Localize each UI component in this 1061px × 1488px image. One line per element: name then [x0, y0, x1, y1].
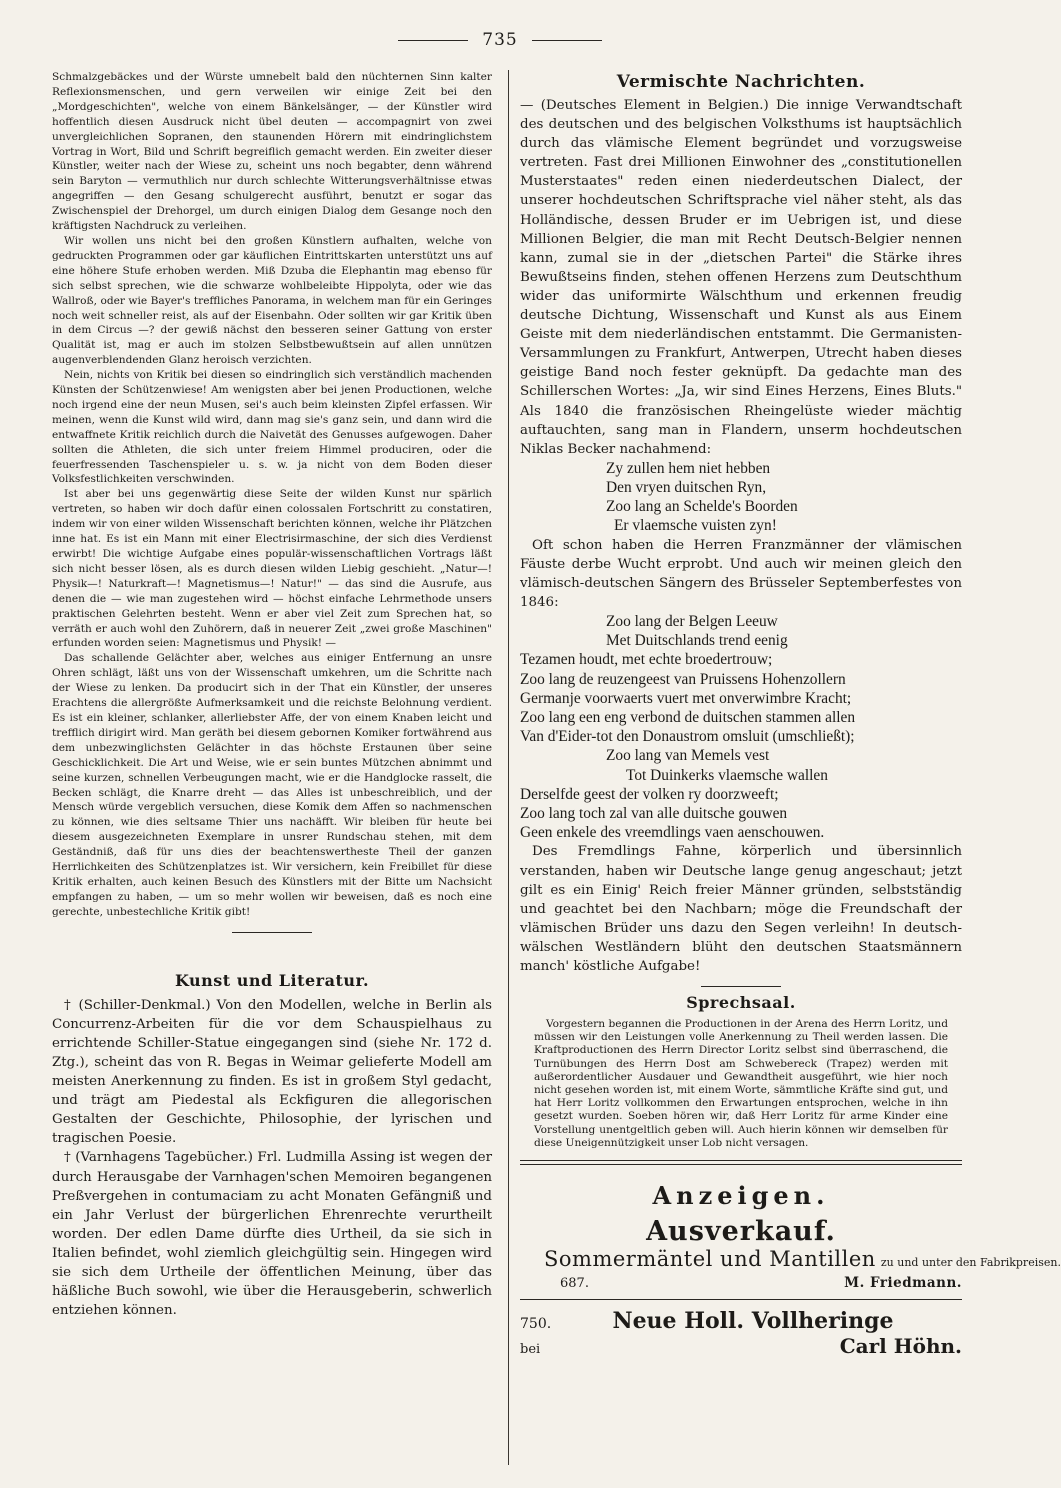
column-divider	[508, 70, 509, 1465]
ad-herring-number: 750.	[520, 1316, 552, 1333]
news-paragraph: Des Fremdlings Fahne, körperlich und übersinnlich verstanden, haben wir Deutsche lange genug angeschaut; jetzt gilt es ein Einig' Reich freier Männer gründen, selbstständig und geachtet bei den Nachbarn; möge die Freundschaft der vlämischen Brüder uns dazu den Segen verleihn! In deutsch-wälschen Westländern blüht den deutschen Staatsmännern manch' köstliche Aufgabe!	[520, 844, 962, 974]
poem-line: Geen enkele des vreemdlings vaen aenschouwen.	[520, 824, 825, 842]
poem-line: Zoo lang een eng verbond de duitschen stammen allen	[520, 708, 856, 726]
poem-rhine	[520, 459, 962, 536]
section-divider	[701, 986, 781, 987]
ad-herring-footer	[520, 1334, 962, 1358]
poem-belgen-leeuw	[520, 612, 962, 842]
page-number-header	[0, 30, 1000, 50]
section-heading-kunst: Kunst und Literatur.	[174, 970, 370, 990]
news-paragraph: Oft schon haben die Herren Franzmänner der vlämischen Fäuste derbe Wucht erprobt. Und auch wir meinen gleich den vlämisch-deutschen Sängern des Brüsseler Septemberfestes von 1846:	[520, 537, 962, 610]
sprechsaal-text: Vorgestern begannen die Productionen in der Arena des Herrn Loritz, und müssen wir den Leistungen volle Anerkennung zu Theil werden lassen. Die Kraftproductionen des Herrn Director Loritz selbst sind überraschend, die Turnübungen des Herrn Dost am Schwebereck (Trapez) werden mit außerordentlicher Ausdauer und Gewandtheit ausgeführt, wie hier noch nicht gesehen worden ist, mit einem Worte, sämmtliche Kräfte sind gut, und hat Herr Loritz vollkommen den Erwartungen entsprochen, welche in ihn gesetzt wurden. Soeben hören wir, daß Herr Loritz für arme Kinder eine Vorstellung unentgeltlich geben will. Auch hierin können wir demselben für diese Uneigennützigkeit unser Lob nicht versagen.	[534, 1018, 948, 1149]
header-rule-left	[398, 40, 468, 41]
right-column	[520, 70, 1061, 1359]
ads-top-rule-double	[520, 1164, 962, 1165]
poem-line: Zoo lang de reuzengeest van Pruissens Hohenzollern	[520, 670, 846, 688]
article-paragraph: Schmalzgebäckes und der Würste umnebelt bald den nüchternen Sinn kalter Reflexionsmenschen, und gern verweilen wir einige Zeit bei den „Mordgeschichten", welche von einem Bänkelsänger, — der Künstler wird hoffentlich diesen Ausdruck nicht übel deuten — accompagnirt von zwei unvergleichlichen Sopranen, den staunenden Hörern mit eindringlichstem Vortrag in Wort, Bild und Schrift begreiflich gemacht werden. Ein zweiter dieser Künstler, weiter nach der Wiese zu, scheint uns noch begabter, denn während sein Baryton — vermuthlich nur durch schlechte Witterungsverhältnisse etwas angegriffen — den Gesang schulgerecht ausführt, benutzt er sogar das Zwischenspiel der Drehorgel, um durch einigen Dialog dem Gesange noch den kräftigsten Nachdruck zu verleihen.	[52, 71, 492, 233]
poem-line: Van d'Eider-tot den Donaustrom omsluit (umschließt);	[520, 728, 855, 746]
article-paragraph: Das schallende Gelächter aber, welches aus einiger Entfernung an unsre Ohren schlägt, läßt uns von der Wissenschaft umkehren, um die Schritte nach der Wiese zu lenken. Da producirt sich in der That ein Künstler, der unseres Erachtens die allergrößte Aufmerksamkeit und die reichste Belohnung verdient. Es ist ein kleiner, schlanker, allerliebster Affe, der von einem Knaben leicht und trefflich dirigirt wird. Man geräth bei diesem gebornen Komiker fortwährend aus dem unbezwinglichsten Gelächter in das höchste Erstaunen über seine Geschicklichkeit. Die Art und Weise, wie er sein buntes Mützchen abnimmt und seine kurzen, schnellen Verbeugungen macht, wie er die Handglocke rasselt, die Becken schlägt, die Knarre dreht — das Alles ist unbeschreiblich, und der Mensch würde vergeblich versuchen, diese Komik dem Affen so nachmenschen zu können, wie dies seltsame Thier uns nachäfft. Wir bleiben für heute bei diesem ausgezeichneten Exemplare in unsrer Rundschau stehen, mit dem Geständniß, daß für uns dies der beachtenswertheste Theil der ganzen Herrlichkeiten des Schützenplatzes ist. Wir versichern, kein Freibillet für diese Kritik erhalten, auch keinen Besuch des Künstlers mit der Bitte um Nachsicht empfangen zu haben, — um so mehr wollen wir beweisen, daß es noch eine gerechte, unbestechliche Kritik gibt!	[52, 652, 492, 918]
ad-sale-title: Ausverkauf.	[646, 1216, 836, 1248]
news-item-varnhagen: † (Varnhagens Tagebücher.) Frl. Ludmilla Assing ist wegen der durch Herausgabe der Varnhagen'schen Memoiren begangenen Preßvergehen in contumaciam zu acht Monaten Gefängniß und ein Jahr Verlust der bürgerlichen Ehrenrechte verurtheilt worden. Der edlen Dame dürfte dies Urtheil, da sie sich in Italien befindet, wohl ziemlich gleichgültig sein. Hingegen wird sie sich dem Urtheile der öffentlichen Meinung, über das häßliche Buch sowohl, wie über die Herausgeberin, schwerlich entziehen können.	[52, 1150, 492, 1319]
ad-sale-tail: zu und unter den Fabrikpreisen.	[880, 1256, 1061, 1270]
header-rule-right	[532, 40, 602, 41]
poem-line: Germanje voorwaerts vuert met onverwimbre Kracht;	[520, 689, 852, 707]
article-paragraph: Ist aber bei uns gegenwärtig diese Seite der wilden Kunst nur spärlich vertreten, so haben wir doch dafür einen colossalen Fortschritt zu constatiren, indem wir von einer wilden Wissenschaft berichten können, welche ihr Plätzchen inne hat. Es ist ein Mann mit einer Electrisirmaschine, der sich dies Verdienst erwirbt! Die wichtige Aufgabe eines populär-wissenschaftlichen Vortrags läßt sich nicht besser lösen, als es durch diesen wilden Liebig geschieht. „Natur—! Physik—! Naturkraft—! Magnetismus—! Natur!" — das sind die Ausrufe, aus denen die — wie man zugestehen wird — höchst einfache Lehrmethode unsers praktischen Gelehrten besteht. Wenn er aber viel Zeit zum Sprechen hat, so verräth er auch wohl den Zuhörern, daß in neuerer Zeit „zwei große Maschinen" erfunden worden seien: Magnetismus und Physik! —	[52, 488, 492, 650]
left-column	[52, 70, 492, 1320]
poem-line: Den vryen duitschen Ryn,	[606, 478, 767, 496]
ad-herring-text: Neue Holl. Vollheringe	[612, 1308, 894, 1335]
ad-herring-line	[520, 1308, 962, 1334]
poem-line: Zoo lang der Belgen Leeuw	[606, 612, 778, 630]
ads-top-rule	[520, 1160, 962, 1161]
ad-sale-products: Sommermäntel und Mantillen	[544, 1247, 876, 1272]
news-item-belgien: — (Deutsches Element in Belgien.) Die innige Verwandtschaft des deutschen und des belgischen Volksthums ist hauptsächlich durch das vlämische Element begründet und vorzugsweise vertreten. Fast drei Millionen Einwohner des „constitutionellen Musterstaates" reden einen niederdeutschen Dialect, der unserer hochdeutschen Schriftsprache viel näher steht, als das Holländische, dessen Bruder er im Uebrigen ist, und diese Millionen Belgier, die man mit Recht Deutsch-Belgier nennen kann, zumal sie in der „dietschen Partei" die Stärke ihres Bewußtseins finden, stehen offenen Herzens zum Deutschthum wider das uniformirte Wälschthum und erkennen freudig deutsche Dichtung, Wissenschaft und Kunst als aus Einem Geiste mit dem niederländischen entstammt. Die Germanisten-Versammlungen zu Frankfurt, Antwerpen, Utrecht haben dieses geistige Band noch fester geknüpft. Da gedachte man des Schillerschen Wortes: „Ja, wir sind Eines Herzens, Eines Bluts." Als 1840 die französischen Rheingelüste wieder mächtig auftauchten, sang man in Flandern, unserm hochdeutschen Niklas Becker nachahmend:	[520, 98, 962, 457]
ad-sale-line	[520, 1247, 1061, 1272]
poem-line: Tot Duinkerks vlaemsche wallen	[626, 766, 828, 784]
section-heading-vermischte: Vermischte Nachrichten.	[616, 72, 866, 92]
ad-sale-number: 687.	[560, 1276, 589, 1292]
ads-title: Anzeigen.	[652, 1181, 830, 1211]
poem-line: Er vlaemsche vuisten zyn!	[614, 517, 777, 535]
poem-line: Zoo lang toch zal van alle duitsche gouwen	[520, 805, 788, 822]
ad-herring-signature: Carl Höhn.	[839, 1334, 962, 1359]
page-number: 735	[482, 30, 518, 50]
article-paragraph: Nein, nichts von Kritik bei diesen so eindringlich sich verständlich machenden Künsten der Schützenwiese! Am wenigsten aber bei jenen Productionen, welche noch irgend eine der neun Musen, sei's auch beim kleinsten Zipfel erfassen. Wir meinen, wenn die Kunst wild wird, dann mag sie's ganz sein, und dann wird die entwaffnete Kritik reichlich durch die Naivetät des Genusses aufgewogen. Daher sollten die Athleten, die sich unter freiem Himmel produciren, oder die feuerfressenden Taschenspieler u. s. w. ja nicht von dem Boden dieser Volksfestlichkeiten verschwinden.	[52, 369, 492, 486]
article-paragraph: Wir wollen uns nicht bei den großen Künstlern aufhalten, welche von gedruckten Programmen oder gar käuflichen Eintrittskarten unterstützt uns auf eine höhere Stufe erhoben werden. Miß Dzuba die Elephantin mag ebenso für sich selbst sprechen, wie die schwarze wohlbeleibte Hippolyta, oder wie das Wallroß, oder wie Bayer's treffliches Panorama, in welchem man für ein Geringes noch weit schneller reist, als auf der Eisenbahn. Oder sollten wir gar Kritik üben in dem Circus —? der gewiß nächst den besseren seiner Gattung von erster Qualität ist, mag er auch im stolzen Selbstbewußtsein auf allen unnützen augenverblendenden Glanz heroisch verzichten.	[52, 234, 492, 367]
poem-line: Tezamen houdt, met echte broedertrouw;	[520, 651, 773, 669]
ad-sale-footer	[520, 1275, 962, 1291]
poem-line: Derselfde geest der volken ry doorzweeft;	[520, 785, 779, 803]
section-divider	[232, 932, 312, 933]
ad-herring-bei: bei	[520, 1342, 541, 1358]
section-heading-sprechsaal: Sprechsaal.	[686, 993, 796, 1013]
ad-sale-signature: M. Friedmann.	[844, 1275, 962, 1292]
poem-line: Met Duitschlands trend eenig	[606, 632, 788, 650]
poem-line: Zy zullen hem niet hebben	[606, 459, 771, 477]
news-item-schiller: † (Schiller-Denkmal.) Von den Modellen, welche in Berlin als Concurrenz-Arbeiten für die vor dem Schauspielhaus zu errichtende Schiller-Statue eingegangen sind (siehe Nr. 172 d. Ztg.), scheint das von R. Begas in Weimar gelieferte Modell am meisten Anerkennung zu finden. Es ist in großem Styl gedacht, und trägt am Piedestal als Eckfiguren die allegorischen Gestalten der Geschichte, Philosophie, der lyrischen und tragischen Poesie.	[52, 997, 492, 1147]
ad-separator	[520, 1299, 962, 1300]
poem-line: Zoo lang van Memels vest	[606, 747, 770, 765]
poem-line: Zoo lang an Schelde's Boorden	[606, 498, 798, 516]
